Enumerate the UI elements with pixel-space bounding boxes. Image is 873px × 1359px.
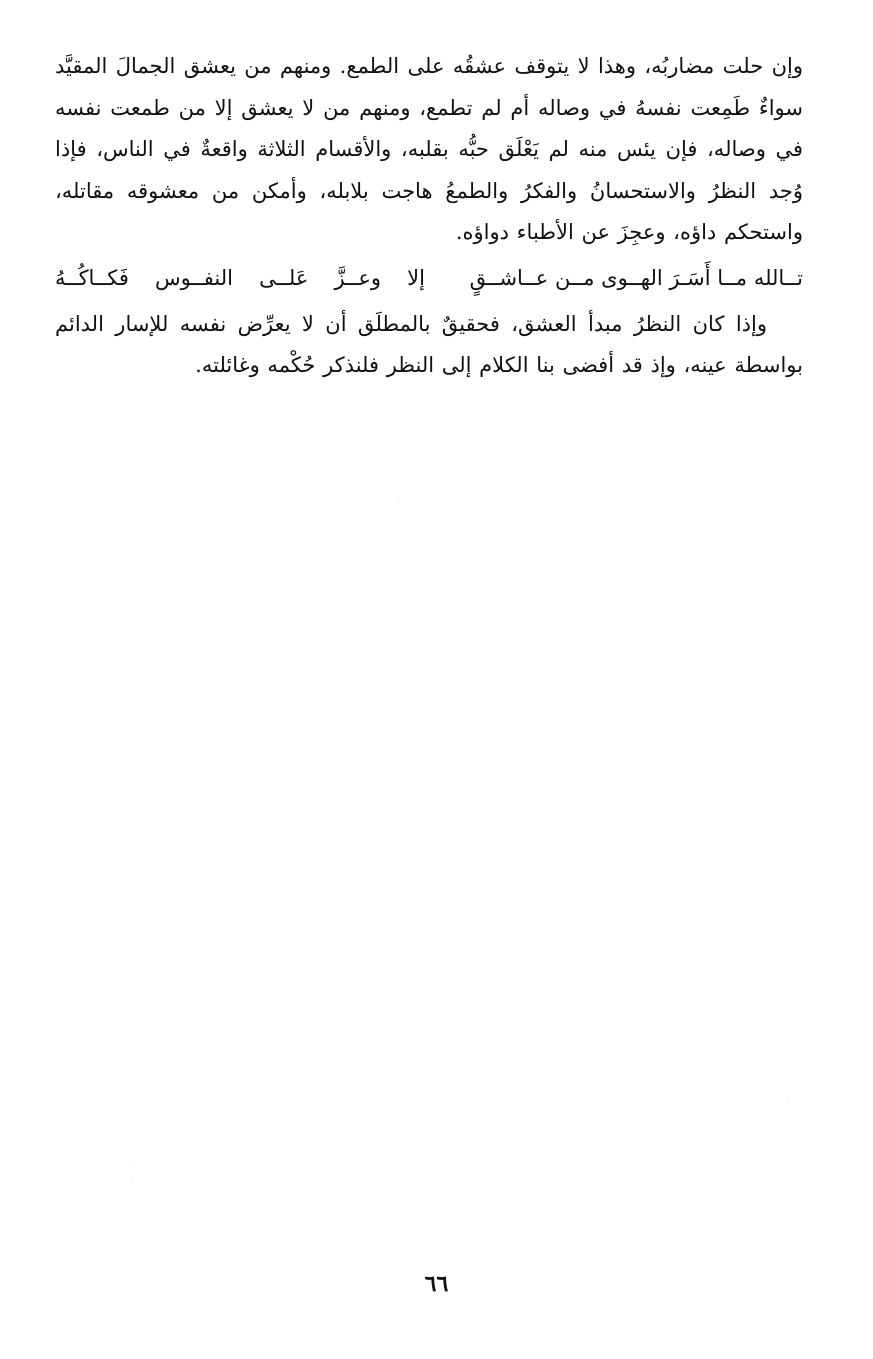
poetry-verse [55, 258, 803, 298]
verse-second-hemistich: إلا وعــزَّ عَلــى النفــوس فَكــاكُــهُ [55, 265, 425, 290]
verse-first-hemistich: تــالله مــا أَسَـرَ الهــوى مــن عــاشــقٍ [469, 265, 803, 290]
page-number: ٦٦ [424, 1271, 449, 1297]
scan-speck [130, 1160, 131, 1161]
paragraph-1: وإن حلت مضاربُه، وهذا لا يتوقف عشقُه على الطمع. ومنهم من يعشق الجمالَ المقيَّد سواءٌ طَمِعت نفسهُ في وصاله أم لم تطمع، ومنهم من لا يعشق إلا من طمعت نفسه في وصاله، فإن يئس منه لم يَعْلَق حبُّه بقلبه، والأقسام الثلاثة واقعةٌ في الناس، فإذا وُجد النظرُ والاستحسانُ والفكرُ والطمعُ هاجت بلابله، وأمكن من معشوقه مقاتله، واستحكم داؤه، وعجِزَ عن الأطباء دواؤه. [55, 54, 803, 244]
scan-speck [132, 1176, 133, 1177]
scan-speck [398, 498, 399, 499]
page-text-block [55, 46, 803, 387]
scan-speck [788, 1100, 789, 1101]
paragraph-2: وإذا كان النظرُ مبدأ العشق، فحقيقٌ بالمطلَق أن لا يعرِّض نفسه للإسار الدائم بواسطة عينه، وإذ قد أفضى بنا الكلام إلى النظر فلنذكر حُكْمه وغائلته. [55, 311, 803, 377]
